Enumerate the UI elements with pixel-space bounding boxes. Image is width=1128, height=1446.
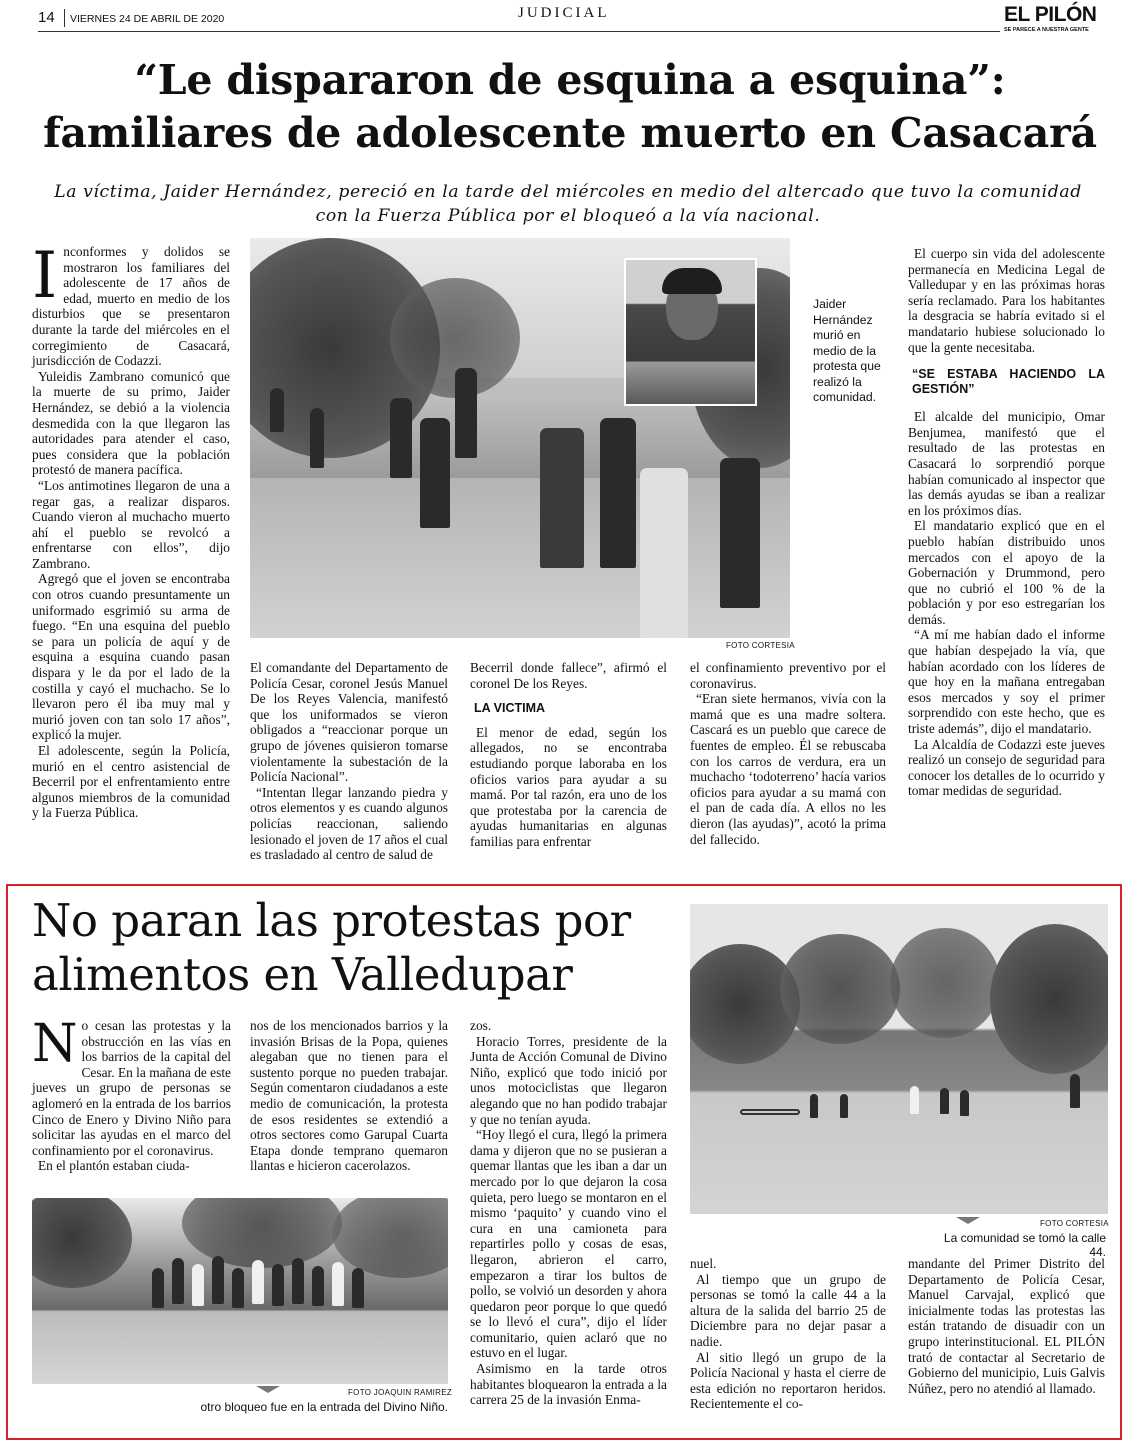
photo-caption: Jaider Hernández murió en medio de la protesta que realizó la comunidad. [813,297,881,404]
brand-tagline: SE PARECE A NUESTRA GENTE [1004,27,1089,33]
article2-column-2 [250,1018,448,1174]
article1-deck: La víctima, Jaider Hernández, pereció en la tarde del miércoles en medio del altercado que tuvo la comunidad con la Fuerza Pública por el bloqueó a la vía nacional. [54,182,1082,226]
paragraph: nconformes y dolidos se mostraron los familiares del adolescente de 17 años de edad, muerto en medio de los disturbios que se presentaron durante la tarde del miércoles en el corregimiento de Casacará, jurisdicción de Codazzi. [32,244,230,369]
photo-credit: FOTO JOAQUIN RAMIREZ [348,1388,453,1397]
paragraph: El menor de edad, según los allegados, no se encontraba estudiando porque laboraba en los oficios varios para ayudar a su mamá. Por tal razón, era uno de los que protestaba por la carencia de ayudas humanitarias en algunas familias para enfrentar [470,724,667,849]
header-rule [38,31,1000,32]
brand-name: EL PILÓN [1004,3,1097,26]
paragraph: “Los antimotines llegaron de una a regar gas, a realizar disparos. Cuando vieron al muchacho muerto ahí el pueblo se revolcó a enfrentarse con ellos”, dijo Zambrano. [32,477,230,571]
paragraph: Al sitio llegó un grupo de la Policía Nacional y hasta el cierre de esta edición no reportaron heridos. Recientemente el co- [690,1349,886,1412]
paragraph: mandante del Primer Distrito del Departamento de Policía Cesar, Manuel Carvajal, explicó que inicialmente todas las protestas las están tratando de disuadir con un grupo interinstitucional. EL PILÓN trató de contactar al Secretario de Gobierno del municipio, Luis Galvis Núñez, pero no atendió al llamado. [908,1256,1105,1396]
headline-line: “Le dispararon de esquina a esquina”: [134,56,1006,104]
article2-column-1 [32,1014,231,1174]
protest-photo-calle-44 [690,904,1108,1214]
issue-date: VIERNES 24 DE ABRIL DE 2020 [70,13,225,25]
paragraph: Becerril donde fallece”, afirmó el coronel De los Reyes. [470,660,667,691]
caption-arrow [256,1386,280,1393]
headline-line: No paran las protestas por [32,894,631,947]
paragraph: “Eran siete hermanos, vivía con la mamá que es una madre soltera. Cascará es un pueblo que carece de fuentes de empleo. Él se rebuscaba con los carros de verdura, era un muchacho ‘todoterreno’ hacía varios oficios para ayudar a su mamá con el pan de cada día. A ellos no les dieron (las ayudas)”, acotó la prima del fallecido. [690,691,886,847]
article2-column-3 [470,1018,667,1408]
paragraph: nos de los mencionados barrios y la invasión Brisas de la Popa, quienes alegaban que no tienen para el sustento porque no pueden trabajar. Según comentaron ciudadanos a este medio de comunicación, la protesta de esos residentes se extendió a otros sectores como Garupal Cuarta Etapa donde temprano quemaron llantas e hicieron cacerolazos. [250,1018,448,1174]
paragraph: El alcalde del municipio, Omar Benjumea, manifestó que el resultado de las protestas en Casacará lo sorprendió porque habían comunicado al inspector que las demás ayudas se iban a realizar en los próximos días. [908,409,1105,518]
brand-logo [1004,4,1108,36]
paragraph: La Alcaldía de Codazzi este jueves realizó un consejo de seguridad para conocer los detalles de lo ocurrido y tomar medidas de seguridad. [908,736,1105,799]
photo-caption: otro bloqueo fue en la entrada del Divino Niño. [200,1400,448,1414]
header-divider [64,9,65,27]
paragraph: En el plantón estaban ciuda- [38,1158,190,1174]
paragraph: zos. [470,1018,492,1033]
paragraph: Agregó que el joven se encontraba con otros cuando presuntamente un uniformado esgrimió su arma de fuego. “En una esquina del pueblo se para un policía de aquí y de esquina a esquina cuando pasan dispara y le da por el lado de la costilla y cayó el muchacho. Se lo llevaron pero él iba muy mal y murió joven con tan solo 17 años”, explicó la mujer. [32,571,230,743]
paragraph: o cesan las protestas y la obstrucción en las vías en los barrios de la capital del Cesar. En la mañana de este jueves un grupo de personas se aglomeró en la entrada de los barrios Cinco de Enero y Divino Niño para solicitar las ayudas en el marco del confinamiento por el coronavirus. [32,1018,231,1158]
article1-column-5 [908,246,1105,799]
paragraph: Al tiempo que un grupo de personas se tomó la calle 44 a la altura de la salida del barrio 25 de Diciembre para no dejar pasar a nadie. [690,1271,886,1349]
paragraph: El adolescente, según la Policía, murió en el centro asistencial de Becerril por el enfrentamiento entre algunos miembros de la comunidad y la Fuerza Pública. [32,743,230,821]
photo-credit: FOTO CORTESIA [726,641,795,650]
paragraph: el confinamiento preventivo por el coronavirus. [690,660,886,691]
article1-column-2 [250,660,448,863]
article1-headline [20,54,1120,160]
paragraph: “Hoy llegó el cura, llegó la primera dama y dijeron que no se pusieran a quemar llantas que les iban a dar un mercado por lo que dejaron la cosa quieta, pero luego se montaron en el mismo ‘paquito’ y cuando vino el cura en una camioneta para repartirles pollo y cosas de esas, llegaron, abrieron el carro, empezaron a tirar los bultos de pollo, se volvió un desorden y ahora quedaron peor porque lo que quedó se lo llevó el cura”, dijo el líder comunitario, quien aclaró que no estuvo en el lugar. [470,1127,667,1361]
subheading: “SE ESTABA HACIENDO LA GESTIÓN” [912,367,1105,397]
headline-line: alimentos en Valledupar [32,948,573,1001]
paragraph: nuel. [690,1256,717,1271]
article2-column-5 [908,1256,1105,1396]
page-header [0,0,1128,36]
subheading: LA VICTIMA [474,701,546,716]
paragraph: Yuleidis Zambrano comunicó que la muerte de su primo, Jaider Hernández, se debió a la violencia desmedida con la que llegaron las autoridades para atender el caso, pues considera que la población protestó de manera pacífica. [32,368,230,478]
dropcap: I [32,239,58,313]
headline-line: familiares de adolescente muerto en Casacará [43,109,1097,157]
article2-column-4 [690,1256,886,1412]
photo-caption: La comunidad se tomó la calle 44. [943,1231,1106,1259]
article1-column-4 [690,660,886,847]
paragraph: El comandante del Departamento de Policía Cesar, coronel Jesús Manuel De los Reyes Valencia, manifestó que los uniformados se vieron obligados a “reaccionar porque un grupo de jóvenes quisieron tomarse violentamente la subestación de la Policía Nacional”. [250,660,448,785]
paragraph: El cuerpo sin vida del adolescente permanecía en Medicina Legal de Valledupar y en las próximas horas sería reclamado. Para los habitantes la desgracia se habría evitado si el mandatario hubiese solucionado lo que la gente necesitaba. [908,246,1105,355]
article2-headline [32,894,682,1002]
dropcap: N [32,1014,78,1074]
victim-portrait [624,258,757,406]
caption-arrow [956,1217,980,1224]
section-label: JUDICIAL [518,5,610,21]
paragraph: “Intentan llegar lanzando piedra y otros elementos y es cuando algunos policías reaccionan, saliendo lesionado el joven de 17 años el cual es trasladado al centro de salud de [250,784,448,863]
page-number: 14 [38,9,55,26]
protest-photo-casacara [250,238,790,638]
article1-column-1 [32,239,230,821]
paragraph: Asimismo en la tarde otros habitantes bloquearon la entrada a la carrera 25 de la invasión Enma- [470,1361,667,1408]
paragraph: El mandatario explicó que en el pueblo habían distribuido unos mercados con el apoyo de la Gobernación y Drummond, pero que no cubrió el 100 % de la población y por eso estregarían los demás. [908,518,1105,627]
article1-column-3 [470,660,667,850]
photo-credit: FOTO CORTESIA [1040,1219,1109,1228]
paragraph: Horacio Torres, presidente de la Junta de Acción Comunal de Divino Niño, explicó que todo inició por unos motociclistas que llegaron alegando que no han podido trabajar y que no tenían ayuda. [470,1033,667,1127]
protest-photo-divino-nino [32,1198,448,1384]
paragraph: “A mí me habían dado el informe que habían despejado la vía, que habían acordado con los líderes de que hoy en la mañana entregaban esos mercados y soy el primer sorprendido con este hecho, que es triste además”, dijo el mandatario. [908,627,1105,737]
